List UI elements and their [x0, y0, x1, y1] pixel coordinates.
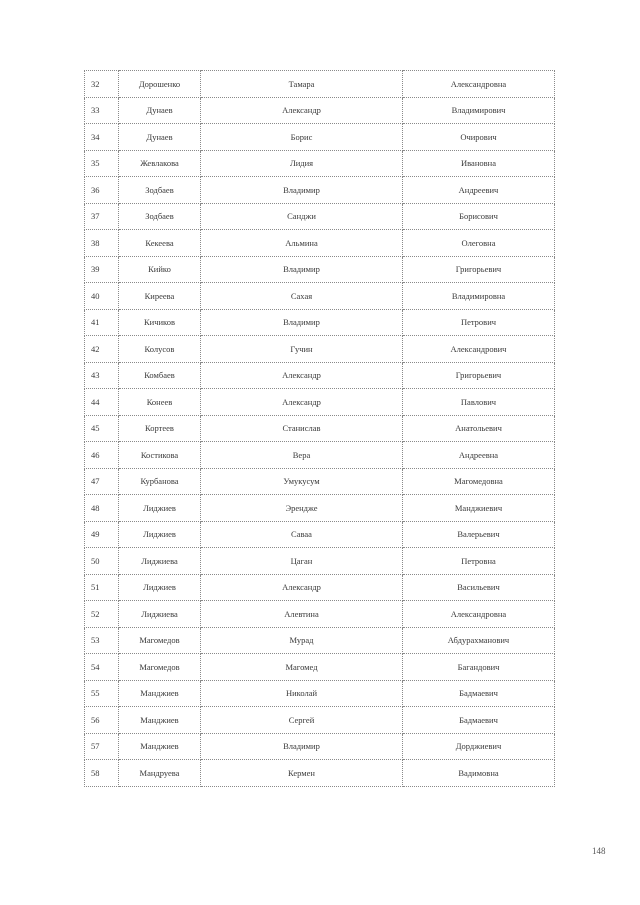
table-row — [85, 150, 555, 177]
row-number: 32 — [85, 71, 119, 98]
name-cell: Владимир — [201, 309, 403, 336]
surname-cell: Манджиев — [119, 680, 201, 707]
table-row — [85, 389, 555, 416]
table-row — [85, 124, 555, 151]
surname-cell: Лиджиев — [119, 574, 201, 601]
table-row — [85, 309, 555, 336]
row-number: 45 — [85, 415, 119, 442]
name-cell: Альмина — [201, 230, 403, 257]
patronymic-cell: Магомедовна — [403, 468, 555, 495]
table-row — [85, 97, 555, 124]
surname-cell: Дунаев — [119, 97, 201, 124]
name-cell: Александр — [201, 574, 403, 601]
surname-cell: Кекеева — [119, 230, 201, 257]
patronymic-cell: Борисович — [403, 203, 555, 230]
row-number: 37 — [85, 203, 119, 230]
patronymic-cell: Григорьевич — [403, 362, 555, 389]
roster-table — [84, 70, 555, 787]
name-cell: Кермен — [201, 760, 403, 787]
surname-cell: Манджиев — [119, 707, 201, 734]
row-number: 49 — [85, 521, 119, 548]
table-row — [85, 203, 555, 230]
surname-cell: Лиджиева — [119, 548, 201, 575]
name-cell: Сахая — [201, 283, 403, 310]
surname-cell: Комбаев — [119, 362, 201, 389]
patronymic-cell: Валерьевич — [403, 521, 555, 548]
name-cell: Станислав — [201, 415, 403, 442]
table-row — [85, 680, 555, 707]
table-row — [85, 336, 555, 363]
row-number: 47 — [85, 468, 119, 495]
name-cell: Саваа — [201, 521, 403, 548]
page-number: 148 — [592, 846, 606, 856]
row-number: 42 — [85, 336, 119, 363]
surname-cell: Магомедов — [119, 654, 201, 681]
patronymic-cell: Багандович — [403, 654, 555, 681]
table-row — [85, 707, 555, 734]
row-number: 50 — [85, 548, 119, 575]
row-number: 53 — [85, 627, 119, 654]
surname-cell: Манджиев — [119, 733, 201, 760]
row-number: 39 — [85, 256, 119, 283]
surname-cell: Зодбаев — [119, 203, 201, 230]
name-cell: Владимир — [201, 733, 403, 760]
roster-body — [85, 71, 555, 787]
table-row — [85, 256, 555, 283]
patronymic-cell: Владимировна — [403, 283, 555, 310]
table-row — [85, 415, 555, 442]
surname-cell: Дунаев — [119, 124, 201, 151]
surname-cell: Кичиков — [119, 309, 201, 336]
table-row — [85, 442, 555, 469]
patronymic-cell: Ивановна — [403, 150, 555, 177]
table-row — [85, 601, 555, 628]
patronymic-cell: Петрович — [403, 309, 555, 336]
name-cell: Владимир — [201, 256, 403, 283]
surname-cell: Киреева — [119, 283, 201, 310]
surname-cell: Кортеев — [119, 415, 201, 442]
name-cell: Умукусум — [201, 468, 403, 495]
name-cell: Владимир — [201, 177, 403, 204]
name-cell: Николай — [201, 680, 403, 707]
patronymic-cell: Очирович — [403, 124, 555, 151]
surname-cell: Курбанова — [119, 468, 201, 495]
surname-cell: Лиджиев — [119, 521, 201, 548]
patronymic-cell: Анатольевич — [403, 415, 555, 442]
name-cell: Александр — [201, 97, 403, 124]
patronymic-cell: Андреевна — [403, 442, 555, 469]
patronymic-cell: Бадмаевич — [403, 707, 555, 734]
name-cell: Тамара — [201, 71, 403, 98]
row-number: 44 — [85, 389, 119, 416]
patronymic-cell: Александровна — [403, 71, 555, 98]
patronymic-cell: Александровна — [403, 601, 555, 628]
table-row — [85, 548, 555, 575]
row-number: 51 — [85, 574, 119, 601]
patronymic-cell: Васильевич — [403, 574, 555, 601]
surname-cell: Жевлакова — [119, 150, 201, 177]
row-number: 41 — [85, 309, 119, 336]
table-row — [85, 177, 555, 204]
name-cell: Эрендже — [201, 495, 403, 522]
patronymic-cell: Павлович — [403, 389, 555, 416]
patronymic-cell: Андреевич — [403, 177, 555, 204]
row-number: 56 — [85, 707, 119, 734]
table-row — [85, 760, 555, 787]
row-number: 36 — [85, 177, 119, 204]
table-row — [85, 733, 555, 760]
surname-cell: Дорошенко — [119, 71, 201, 98]
table-row — [85, 495, 555, 522]
table-row — [85, 521, 555, 548]
row-number: 43 — [85, 362, 119, 389]
name-cell: Санджи — [201, 203, 403, 230]
name-cell: Александр — [201, 362, 403, 389]
patronymic-cell: Григорьевич — [403, 256, 555, 283]
table-row — [85, 654, 555, 681]
row-number: 54 — [85, 654, 119, 681]
surname-cell: Магомедов — [119, 627, 201, 654]
surname-cell: Колусов — [119, 336, 201, 363]
patronymic-cell: Бадмаевич — [403, 680, 555, 707]
row-number: 38 — [85, 230, 119, 257]
name-cell: Алевтина — [201, 601, 403, 628]
table-row — [85, 71, 555, 98]
surname-cell: Зодбаев — [119, 177, 201, 204]
row-number: 48 — [85, 495, 119, 522]
name-cell: Вера — [201, 442, 403, 469]
table-row — [85, 362, 555, 389]
row-number: 46 — [85, 442, 119, 469]
row-number: 55 — [85, 680, 119, 707]
row-number: 57 — [85, 733, 119, 760]
table-row — [85, 283, 555, 310]
row-number: 33 — [85, 97, 119, 124]
surname-cell: Лиджиев — [119, 495, 201, 522]
patronymic-cell: Абдурахманович — [403, 627, 555, 654]
surname-cell: Костикова — [119, 442, 201, 469]
name-cell: Александр — [201, 389, 403, 416]
name-cell: Сергей — [201, 707, 403, 734]
surname-cell: Кийко — [119, 256, 201, 283]
table-row — [85, 468, 555, 495]
patronymic-cell: Олеговна — [403, 230, 555, 257]
surname-cell: Конеев — [119, 389, 201, 416]
name-cell: Гучин — [201, 336, 403, 363]
row-number: 52 — [85, 601, 119, 628]
surname-cell: Мандруева — [119, 760, 201, 787]
name-cell: Борис — [201, 124, 403, 151]
row-number: 35 — [85, 150, 119, 177]
row-number: 58 — [85, 760, 119, 787]
row-number: 40 — [85, 283, 119, 310]
name-cell: Цаган — [201, 548, 403, 575]
name-cell: Лидия — [201, 150, 403, 177]
table-row — [85, 574, 555, 601]
patronymic-cell: Александрович — [403, 336, 555, 363]
name-cell: Мурад — [201, 627, 403, 654]
row-number: 34 — [85, 124, 119, 151]
table-row — [85, 230, 555, 257]
surname-cell: Лиджиева — [119, 601, 201, 628]
patronymic-cell: Петровна — [403, 548, 555, 575]
table-row — [85, 627, 555, 654]
patronymic-cell: Вадимовна — [403, 760, 555, 787]
name-cell: Магомед — [201, 654, 403, 681]
patronymic-cell: Манджиевич — [403, 495, 555, 522]
patronymic-cell: Владимирович — [403, 97, 555, 124]
patronymic-cell: Дорджиевич — [403, 733, 555, 760]
